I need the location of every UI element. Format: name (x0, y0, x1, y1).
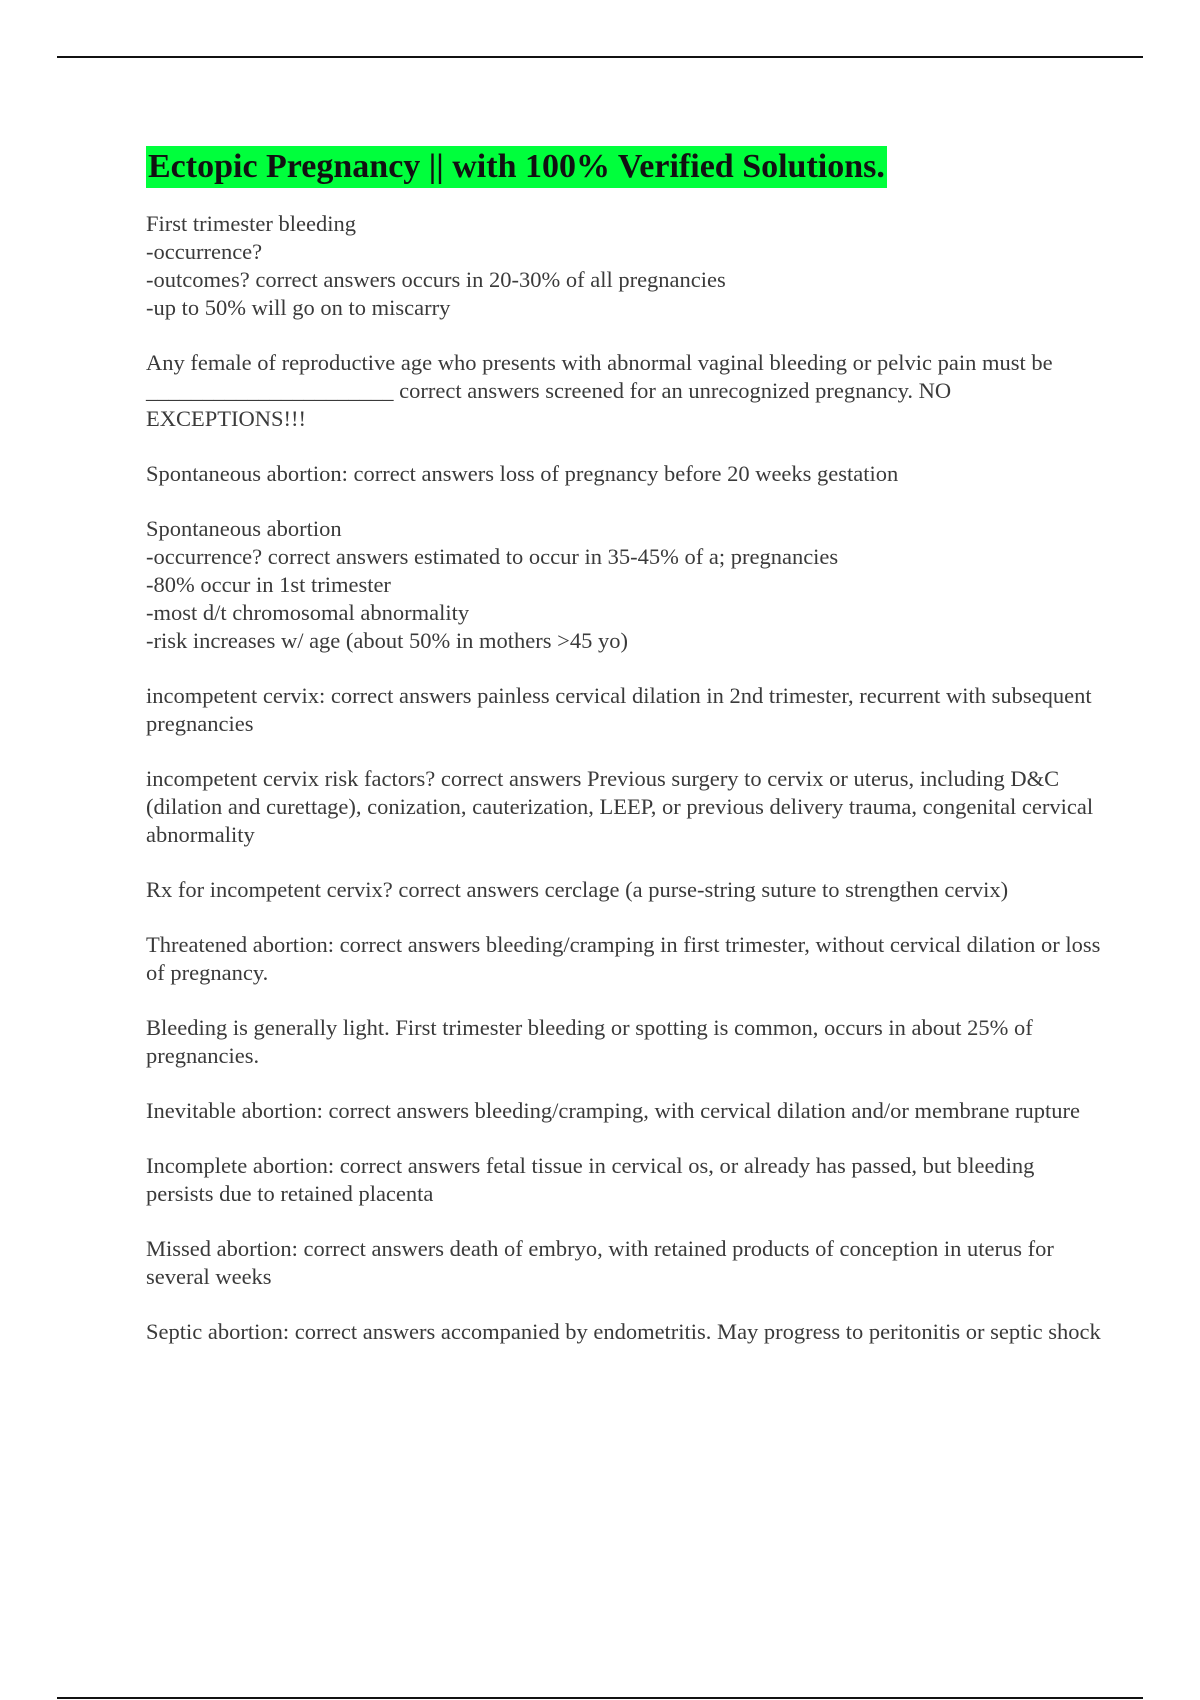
entry-incompetent-cervix-rx: Rx for incompetent cervix? correct answers cerclage (a purse-string suture to strengthen cervix) (146, 877, 1009, 902)
entry-missed-abortion: Missed abortion: correct answers death of embryo, with retained products of conception in uterus for several weeks (146, 1236, 1054, 1289)
entry-inevitable-abortion: Inevitable abortion: correct answers bleeding/cramping, with cervical dilation and/or membrane rupture (146, 1098, 1081, 1123)
entry-spontaneous-abortion-definition: Spontaneous abortion: correct answers loss of pregnancy before 20 weeks gestation (146, 461, 899, 486)
entry-first-trimester-bleeding: First trimester bleeding -occurrence? -outcomes? correct answers occurs in 20-30% of all pregnancies -up to 50% will go on to miscarry (146, 211, 726, 320)
entry-incomplete-abortion: Incomplete abortion: correct answers fetal tissue in cervical os, or already has passed, but bleeding persists due to retained placenta (146, 1153, 1035, 1206)
entry-threatened-abortion: Threatened abortion: correct answers bleeding/cramping in first trimester, without cervical dilation or loss of pregnancy. (146, 932, 1101, 985)
entry-list (146, 210, 1106, 1346)
entry-bleeding-light: Bleeding is generally light. First trimester bleeding or spotting is common, occurs in about 25% of pregnancies. (146, 1015, 1033, 1068)
entry-incompetent-cervix-risk-factors: incompetent cervix risk factors? correct answers Previous surgery to cervix or uterus, including D&C (dilation and curettage), conization, cauterization, LEEP, or previous delivery trauma, congenital cervical abnormality (146, 766, 1094, 847)
header-rule (57, 56, 1143, 58)
entry-septic-abortion: Septic abortion: correct answers accompanied by endometritis. May progress to peritonitis or septic shock (146, 1319, 1101, 1344)
entry-pregnancy-screening: Any female of reproductive age who presents with abnormal vaginal bleeding or pelvic pain must be ______________________ correct answers screened for an unrecognized pregnancy. NO EXCEPTIONS!!! (146, 350, 1053, 431)
entry-incompetent-cervix: incompetent cervix: correct answers painless cervical dilation in 2nd trimester, recurrent with subsequent pregnancies (146, 683, 1092, 736)
footer-rule (57, 1697, 1143, 1699)
document-body (146, 146, 1106, 1373)
entry-spontaneous-abortion-occurrence: Spontaneous abortion -occurrence? correct answers estimated to occur in 35-45% of a; pregnancies -80% occur in 1st trimester -most d/t chromosomal abnormality -risk increases w/ age (about 50% in mothers >45 yo) (146, 516, 839, 653)
document-title: Ectopic Pregnancy || with 100% Verified Solutions. (146, 146, 887, 188)
